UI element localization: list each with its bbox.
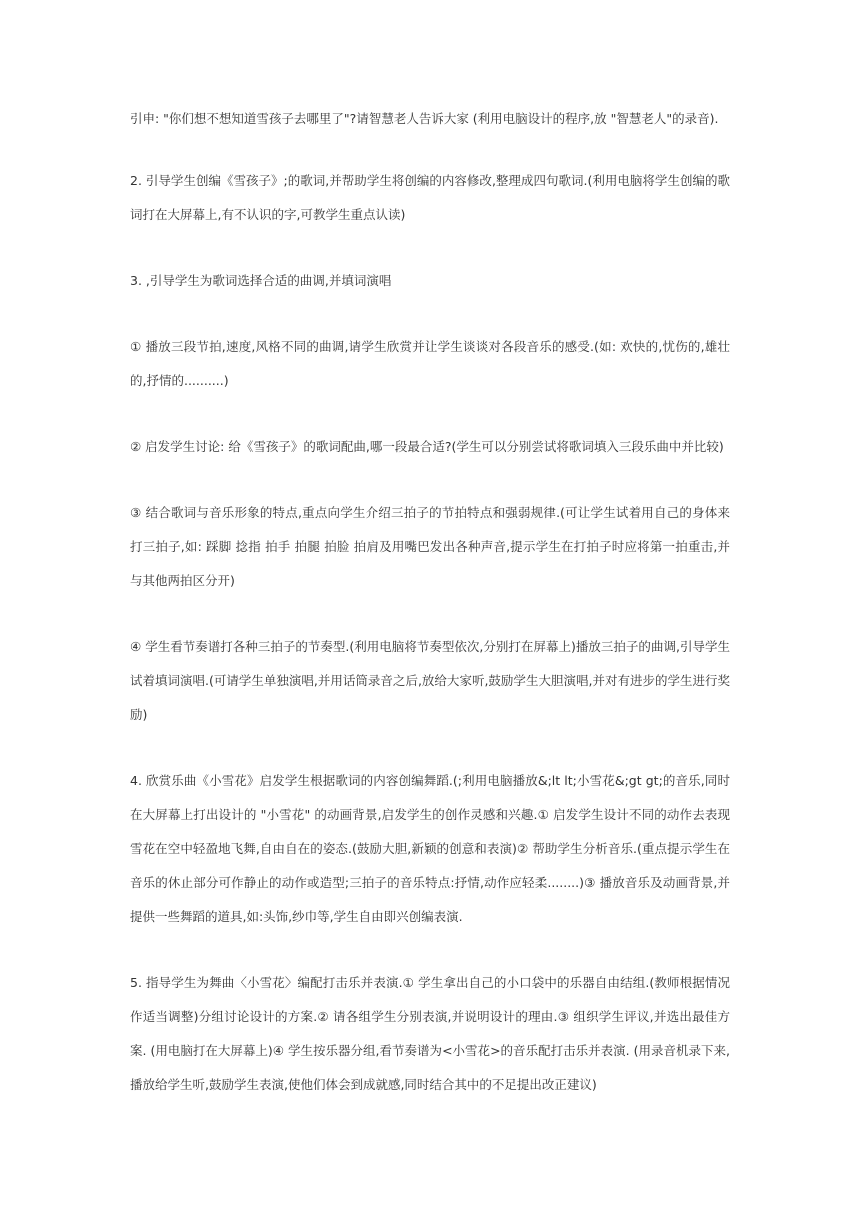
document-body bbox=[130, 102, 730, 1134]
paragraph-step-3-3: ③ 结合歌词与音乐形象的特点,重点向学生介绍三拍子的节拍特点和强弱规律.(可让学生试着用自己的身体来打三拍子,如: 踩脚 捻指 拍手 拍腿 拍脸 拍肩及用嘴巴发出各种声音,提示学生在打拍子时应将第一拍重击,并与其他两拍区分开) bbox=[130, 505, 730, 588]
paragraph-step-2: 2. 引导学生创编《雪孩子》;的歌词,并帮助学生将创编的内容修改,整理成四句歌词.(利用电脑将学生创编的歌词打在大屏幕上,有不认识的字,可教学生重点认读) bbox=[130, 173, 730, 222]
paragraph-step-3-4: ④ 学生看节奏谱打各种三拍子的节奏型.(利用电脑将节奏型依次,分别打在屏幕上)播放三拍子的曲调,引导学生试着填词演唱.(可请学生单独演唱,并用话筒录音之后,放给大家听,鼓励学生大胆演唱,并对有进步的学生进行奖励) bbox=[130, 639, 730, 722]
paragraph-step-4: 4. 欣赏乐曲《小雪花》启发学生根据歌词的内容创编舞蹈.(;利用电脑播放&;lt lt;小雪花&;gt gt;的音乐,同时在大屏幕上打出设计的 "小雪花" 的动画背景,启发学生的创作灵感和兴趣.① 启发学生设计不同的动作去表现雪花在空中轻盈地飞舞,自由自在的姿态.(鼓励大胆,新颖的创意和表演)② 帮助学生分析音乐.(重点提示学生在音乐的休止部分可作静止的动作或造型;三拍子的音乐特点:抒情,动作应轻柔........)③ 播放音乐及动画背景,并提供一些舞蹈的道具,如:头饰,纱巾等,学生自由即兴创编表演. bbox=[130, 773, 730, 924]
paragraph-step-3: 3. ,引导学生为歌词选择合适的曲调,并填词演唱 bbox=[130, 273, 392, 288]
paragraph-step-3-1: ① 播放三段节拍,速度,风格不同的曲调,请学生欣赏并让学生谈谈对各段音乐的感受.(如: 欢快的,忧伤的,雄壮的,抒情的..........) bbox=[130, 339, 730, 388]
paragraph-intro: 引申: "你们想不想知道雪孩子去哪里了"?请智慧老人告诉大家 (利用电脑设计的程序,放 "智慧老人"的录音). bbox=[130, 111, 719, 126]
paragraph-step-3-2: ② 启发学生讨论: 给《雪孩子》的歌词配曲,哪一段最合适?(学生可以分别尝试将歌词填入三段乐曲中并比较) bbox=[130, 439, 724, 454]
paragraph-step-5: 5. 指导学生为舞曲〈小雪花〉编配打击乐并表演.① 学生拿出自己的小口袋中的乐器自由结组.(教师根据情况作适当调整)分组讨论设计的方案.② 请各组学生分别表演,并说明设计的理由.③ 组织学生评议,并选出最佳方案. (用电脑打在大屏幕上)④ 学生按乐器分组,看节奏谱为<小雪花>的音乐配打击乐并表演. (用录音机录下来,播放给学生听,鼓励学生表演,使他们体会到成就感,同时结合其中的不足提出改正建议) bbox=[130, 975, 730, 1092]
